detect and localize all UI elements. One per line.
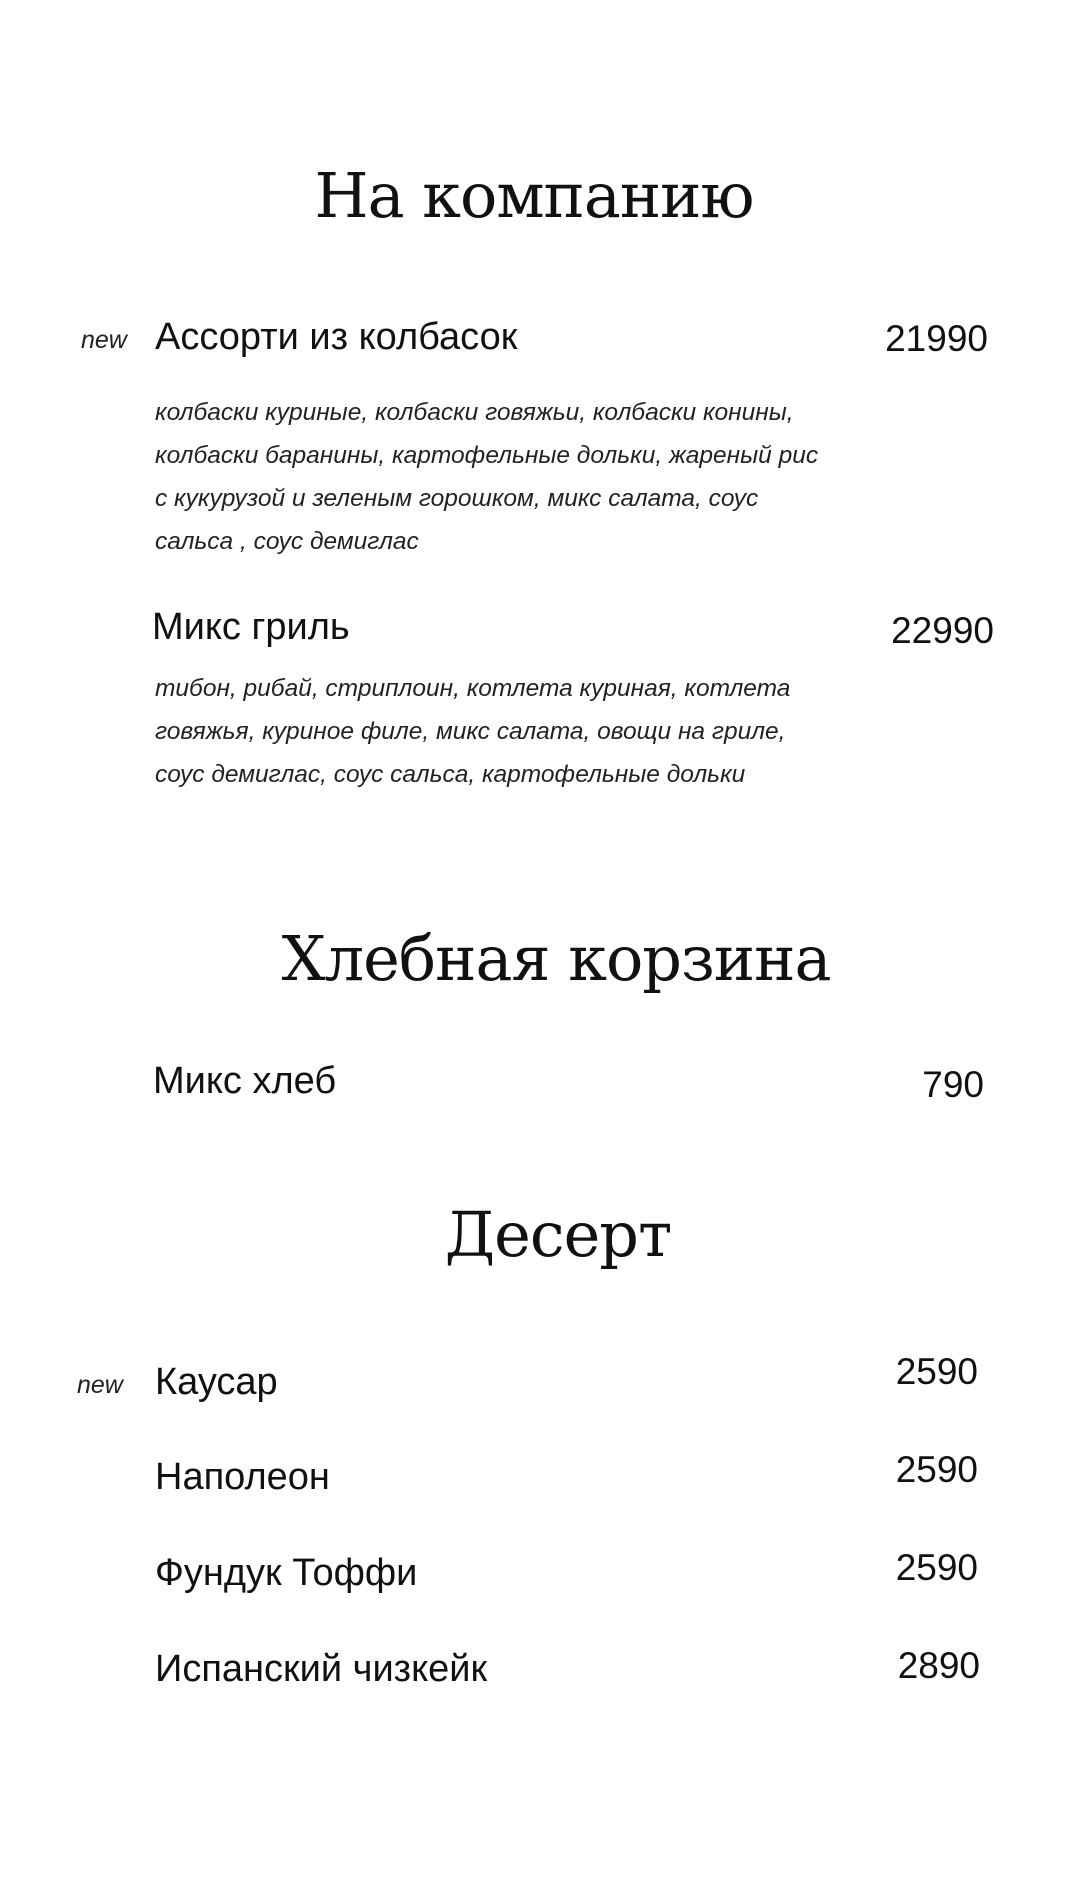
menu-item-name-funduk-toffi: Фундук Тоффи — [155, 1552, 418, 1594]
new-badge: new — [77, 1371, 123, 1399]
menu-item-price-miks-gril: 22990 — [891, 610, 994, 651]
menu-item-name-assorti: Ассорти из колбасок — [155, 316, 518, 358]
menu-item-price-ispanskiy-chizkeyk: 2890 — [897, 1645, 980, 1686]
new-badge: new — [81, 326, 127, 354]
section-title-desert: Десерт — [444, 1198, 672, 1271]
section-title-na-kompaniyu: На компанию — [314, 159, 754, 232]
menu-item-name-kausar: Каусар — [155, 1361, 278, 1403]
menu-item-price-miks-khleb: 790 — [922, 1064, 984, 1105]
description-line: колбаски куриные, колбаски говяжьи, колбаски конины, — [155, 399, 794, 426]
menu-item-name-napoleon: Наполеон — [155, 1456, 330, 1498]
menu-item-price-napoleon: 2590 — [895, 1449, 978, 1490]
menu-item-name-miks-gril: Микс гриль — [152, 606, 350, 648]
menu-item-description-miks-gril — [155, 667, 895, 796]
description-line: сальса , соус демиглас — [155, 528, 419, 555]
menu-item-price-kausar: 2590 — [895, 1351, 978, 1392]
menu-item-description-assorti — [155, 391, 895, 563]
description-line: колбаски баранины, картофельные дольки, жареный рис — [155, 442, 819, 469]
description-line: говяжья, куриное филе, микс салата, овощи на гриле, — [155, 718, 786, 745]
menu-item-price-assorti: 21990 — [885, 318, 988, 359]
description-line: с кукурузой и зеленым горошком, микс салата, соус — [155, 485, 759, 512]
menu-item-price-funduk-toffi: 2590 — [895, 1547, 978, 1588]
section-title-khlebnaya-korzina: Хлебная корзина — [281, 922, 831, 995]
description-line: соус демиглас, соус сальса, картофельные дольки — [155, 761, 746, 788]
menu-item-name-miks-khleb: Микс хлеб — [153, 1060, 337, 1102]
menu-item-name-ispanskiy-chizkeyk: Испанский чизкейк — [155, 1648, 488, 1690]
description-line: тибон, рибай, стриплоин, котлета куриная, котлета — [155, 675, 791, 702]
